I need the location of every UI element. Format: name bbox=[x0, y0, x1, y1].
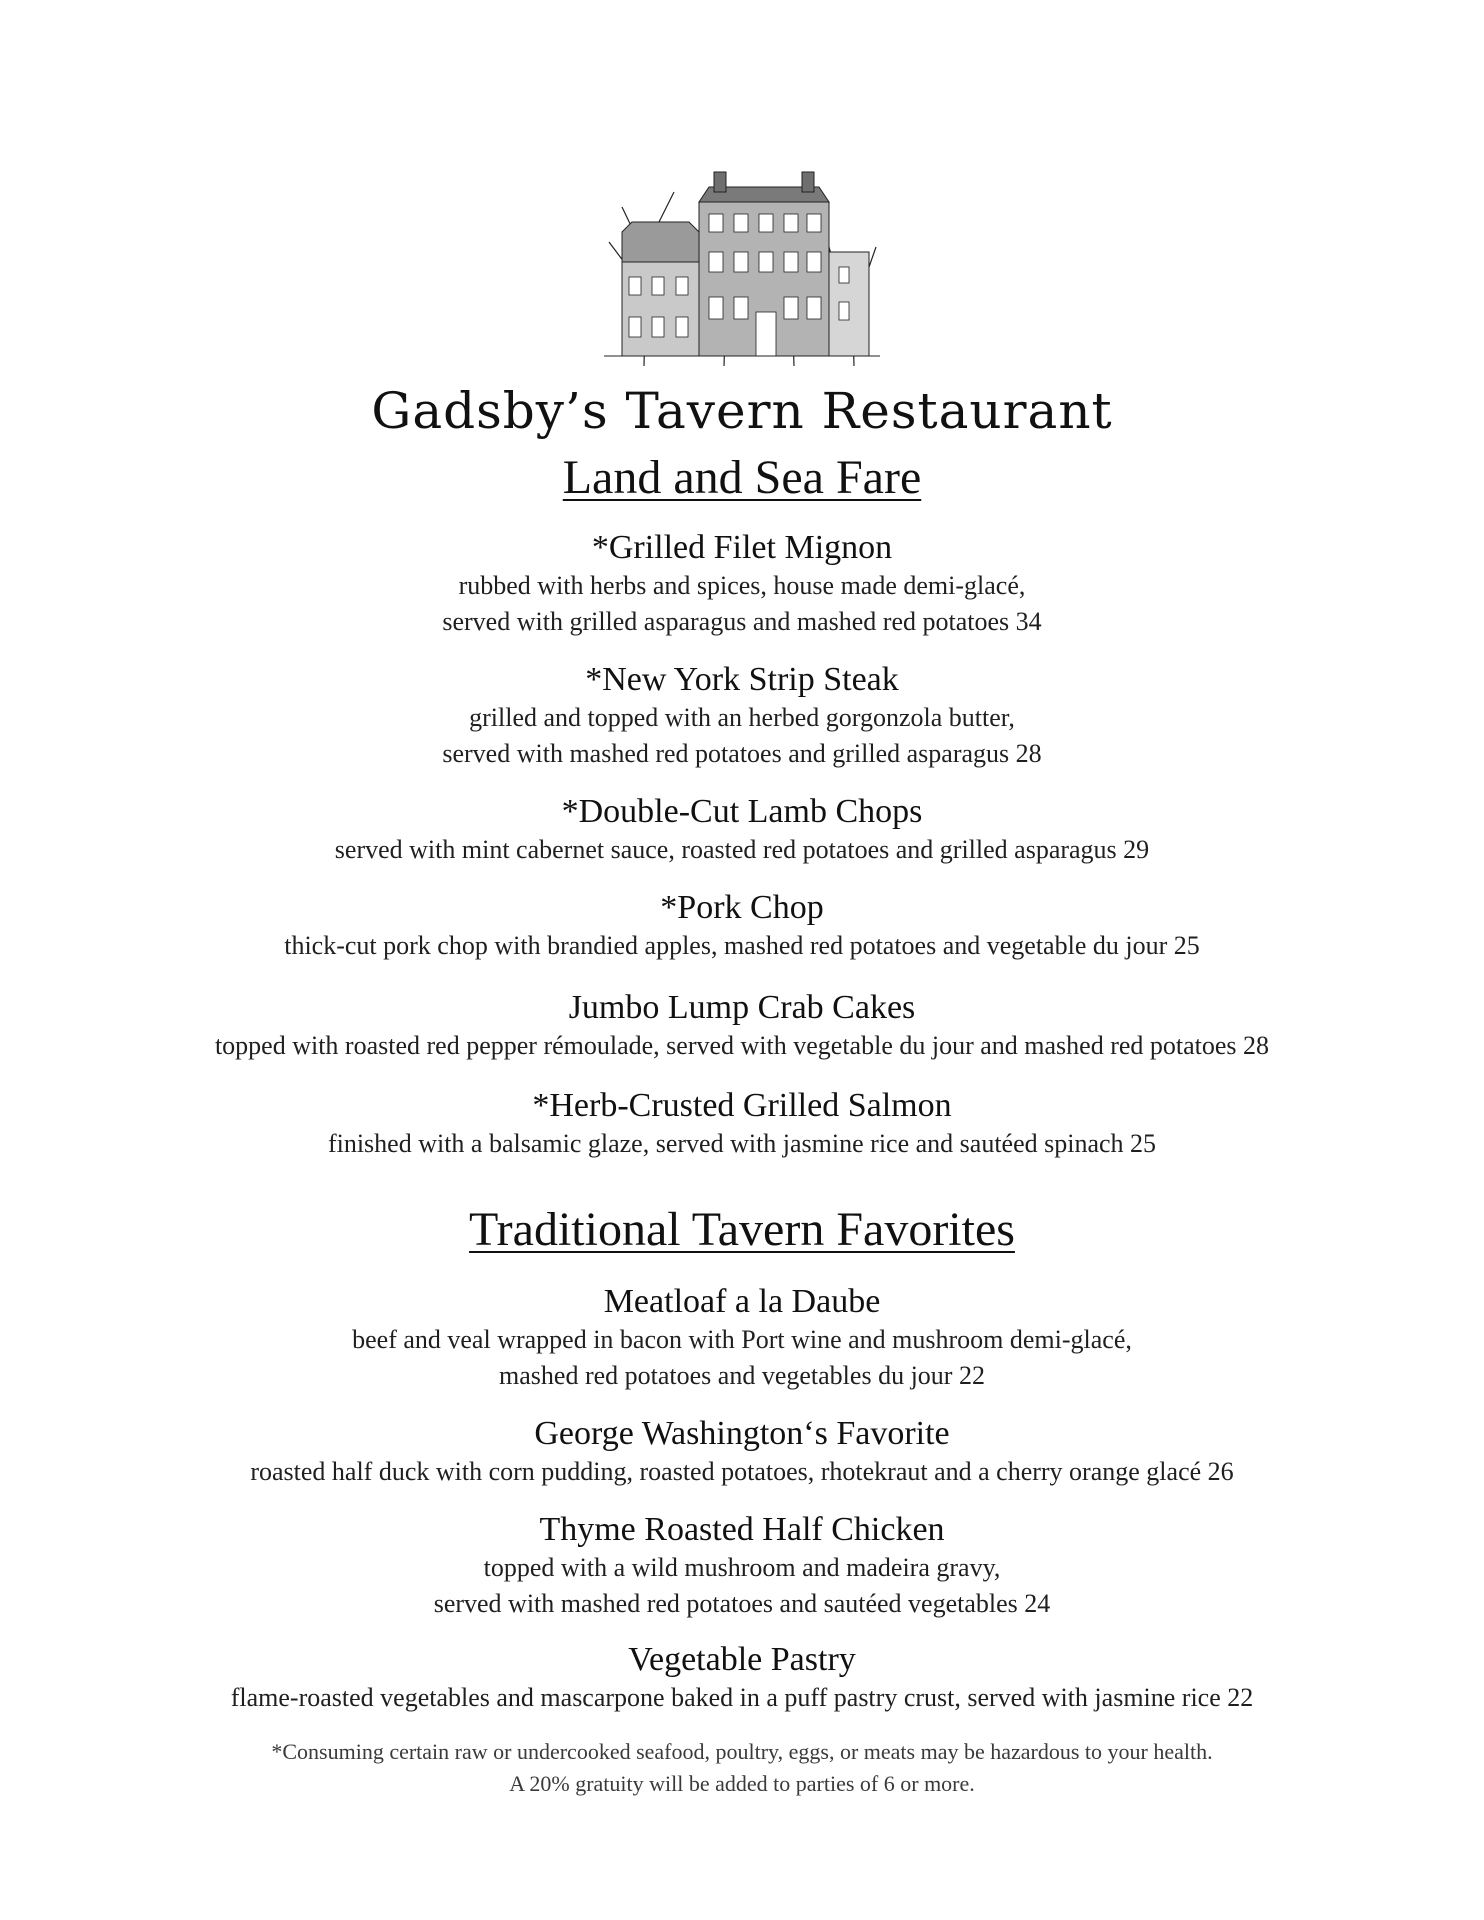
menu-item-description: served with grilled asparagus and mashed red potatoes 34 bbox=[442, 607, 1042, 636]
menu-item-description: served with mashed red potatoes and grilled asparagus 28 bbox=[442, 739, 1042, 768]
menu-item-description: flame-roasted vegetables and mascarpone baked in a puff pastry crust, served with jasmine rice 22 bbox=[230, 1683, 1254, 1712]
menu-item-name: Jumbo Lump Crab Cakes bbox=[568, 989, 916, 1026]
section-title-land-and-sea: Land and Sea Fare bbox=[562, 451, 922, 504]
gratuity-notice: A 20% gratuity will be added to parties of 6 or more. bbox=[509, 1771, 975, 1796]
menu-item-description: rubbed with herbs and spices, house made demi-glacé, bbox=[458, 571, 1026, 600]
menu-item bbox=[0, 1510, 1484, 1622]
menu-item-description: served with mashed red potatoes and sautéed vegetables 24 bbox=[433, 1589, 1051, 1618]
menu-item bbox=[0, 528, 1484, 640]
menu-item bbox=[0, 792, 1484, 868]
section-title-traditional-favorites: Traditional Tavern Favorites bbox=[469, 1203, 1015, 1256]
tavern-building-illustration bbox=[604, 152, 880, 366]
menu-item-name: *Pork Chop bbox=[660, 889, 824, 926]
menu-item-name: *Grilled Filet Mignon bbox=[591, 529, 893, 566]
menu-item-description: topped with a wild mushroom and madeira gravy, bbox=[483, 1553, 1001, 1582]
menu-item-name: George Washington‘s Favorite bbox=[534, 1415, 950, 1452]
menu-item-description: finished with a balsamic glaze, served with jasmine rice and sautéed spinach 25 bbox=[327, 1129, 1157, 1158]
menu-item bbox=[0, 660, 1484, 772]
menu-item-description: roasted half duck with corn pudding, roasted potatoes, rhotekraut and a cherry orange glacé 26 bbox=[250, 1457, 1234, 1486]
menu-item bbox=[0, 1282, 1484, 1394]
menu-item-description: topped with roasted red pepper rémoulade, served with vegetable du jour and mashed red potatoes 28 bbox=[214, 1031, 1270, 1060]
menu-item bbox=[0, 1414, 1484, 1490]
menu-item bbox=[0, 988, 1484, 1064]
menu-item-name: *Double-Cut Lamb Chops bbox=[561, 793, 923, 830]
menu-item-name: *Herb-Crusted Grilled Salmon bbox=[532, 1087, 952, 1124]
menu-item-description: served with mint cabernet sauce, roasted red potatoes and grilled asparagus 29 bbox=[334, 835, 1150, 864]
menu-item bbox=[0, 1086, 1484, 1162]
menu-item-name: Meatloaf a la Daube bbox=[603, 1283, 881, 1320]
menu-item bbox=[0, 1640, 1484, 1716]
menu-item-name: Vegetable Pastry bbox=[628, 1641, 856, 1678]
menu-item-name: *New York Strip Steak bbox=[585, 661, 899, 698]
menu-item-description: thick-cut pork chop with brandied apples, mashed red potatoes and vegetable du jour 25 bbox=[284, 931, 1200, 960]
restaurant-name: Gadsby’s Tavern Restaurant bbox=[371, 382, 1113, 440]
menu-item-description: mashed red potatoes and vegetables du jour 22 bbox=[499, 1361, 985, 1390]
health-disclaimer: *Consuming certain raw or undercooked seafood, poultry, eggs, or meats may be hazardous to your health. bbox=[271, 1739, 1213, 1764]
menu-item-name: Thyme Roasted Half Chicken bbox=[539, 1511, 945, 1548]
footnote bbox=[0, 1736, 1484, 1800]
menu-item-description: grilled and topped with an herbed gorgonzola butter, bbox=[469, 703, 1015, 732]
menu-item bbox=[0, 888, 1484, 964]
menu-item-description: beef and veal wrapped in bacon with Port wine and mushroom demi-glacé, bbox=[352, 1325, 1132, 1354]
